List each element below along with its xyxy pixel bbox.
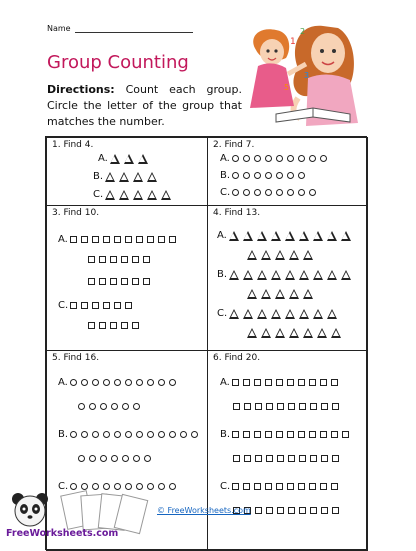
svg-text:3: 3 — [304, 71, 310, 80]
circle-icon — [169, 379, 176, 386]
triangle-icon — [110, 154, 120, 164]
circle-icon — [309, 155, 316, 162]
problem-4-group-row — [247, 328, 345, 338]
square-icon — [309, 431, 316, 438]
group-letter[interactable]: B. — [217, 269, 228, 280]
square-icon — [321, 403, 328, 410]
square-icon — [233, 403, 240, 410]
circle-icon — [158, 379, 165, 386]
square-icon — [99, 256, 106, 263]
square-icon — [103, 236, 110, 243]
circle-icon — [276, 189, 283, 196]
square-icon — [320, 483, 327, 490]
svg-text:5: 5 — [284, 83, 290, 92]
square-icon — [331, 483, 338, 490]
problem-3-group-row — [88, 278, 154, 285]
square-icon — [92, 302, 99, 309]
group-letter[interactable]: C. — [58, 300, 69, 311]
square-icon — [125, 236, 132, 243]
square-icon — [121, 278, 128, 285]
problem-2-group-row — [220, 170, 309, 181]
problem-heading-4: 4. Find 13. — [213, 208, 261, 218]
problem-heading-6: 6. Find 20. — [213, 353, 261, 363]
triangle-icon — [299, 231, 309, 241]
group-letter[interactable]: A. — [58, 377, 68, 388]
circle-icon — [81, 431, 88, 438]
square-icon — [332, 403, 339, 410]
problem-6-group-row — [233, 455, 343, 462]
circle-icon — [125, 431, 132, 438]
problem-3-group-row — [88, 322, 143, 329]
name-row — [47, 24, 193, 33]
problem-2-group-row — [220, 153, 331, 164]
triangle-icon — [317, 328, 327, 338]
mother-daughter-reading-illustration — [228, 18, 388, 138]
square-icon — [243, 483, 250, 490]
circle-icon — [78, 403, 85, 410]
square-icon — [70, 236, 77, 243]
triangle-icon — [261, 328, 271, 338]
problem-6-group-row — [220, 377, 342, 388]
square-icon — [143, 278, 150, 285]
square-icon — [121, 322, 128, 329]
circle-icon — [147, 379, 154, 386]
triangle-icon — [138, 154, 148, 164]
triangle-icon — [285, 231, 295, 241]
square-icon — [287, 379, 294, 386]
circle-icon — [103, 379, 110, 386]
square-icon — [243, 379, 250, 386]
circle-icon — [232, 172, 239, 179]
problem-5-group-row — [58, 429, 202, 440]
group-letter[interactable]: C. — [58, 481, 69, 492]
square-icon — [332, 455, 339, 462]
problem-4-group-row — [217, 230, 355, 241]
square-icon — [233, 455, 240, 462]
group-letter[interactable]: A. — [217, 230, 227, 241]
circle-icon — [309, 189, 316, 196]
circle-icon — [298, 172, 305, 179]
circle-icon — [136, 379, 143, 386]
group-letter[interactable]: C. — [217, 308, 228, 319]
circle-icon — [276, 172, 283, 179]
square-icon — [331, 379, 338, 386]
circle-icon — [298, 189, 305, 196]
circle-icon — [254, 189, 261, 196]
square-icon — [321, 507, 328, 514]
square-icon — [114, 236, 121, 243]
triangle-icon — [119, 190, 129, 200]
circle-icon — [287, 189, 294, 196]
circle-icon — [158, 431, 165, 438]
problem-4-group-row — [247, 289, 317, 299]
triangle-icon — [243, 309, 253, 319]
square-icon — [332, 507, 339, 514]
square-icon — [125, 302, 132, 309]
square-icon — [265, 379, 272, 386]
square-icon — [276, 483, 283, 490]
square-icon — [114, 302, 121, 309]
circle-icon — [70, 431, 77, 438]
group-letter[interactable]: C. — [220, 481, 231, 492]
circle-icon — [180, 431, 187, 438]
logo-text: FreeWorksheets.com — [6, 528, 119, 539]
group-letter[interactable]: B. — [93, 171, 104, 182]
triangle-icon — [147, 172, 157, 182]
triangle-icon — [257, 270, 267, 280]
triangle-icon — [303, 250, 313, 260]
triangle-icon — [229, 270, 239, 280]
triangle-icon — [243, 270, 253, 280]
square-icon — [92, 236, 99, 243]
square-icon — [266, 455, 273, 462]
triangle-icon — [313, 270, 323, 280]
triangle-icon — [271, 309, 281, 319]
problem-heading-5: 5. Find 16. — [52, 353, 100, 363]
triangle-icon — [285, 270, 295, 280]
square-icon — [276, 431, 283, 438]
triangle-icon — [313, 309, 323, 319]
square-icon — [287, 483, 294, 490]
triangle-icon — [271, 270, 281, 280]
square-icon — [99, 322, 106, 329]
circle-icon — [243, 189, 250, 196]
square-icon — [88, 256, 95, 263]
square-icon — [331, 431, 338, 438]
name-blank-line[interactable] — [75, 24, 193, 33]
triangle-icon — [341, 231, 351, 241]
square-icon — [132, 278, 139, 285]
square-icon — [232, 379, 239, 386]
square-icon — [244, 455, 251, 462]
square-icon — [309, 483, 316, 490]
problem-3-group-row — [88, 256, 154, 263]
triangle-icon — [285, 309, 295, 319]
square-icon — [288, 455, 295, 462]
circle-icon — [158, 483, 165, 490]
circle-icon — [144, 455, 151, 462]
square-icon — [143, 256, 150, 263]
triangle-icon — [261, 289, 271, 299]
group-letter[interactable]: A. — [220, 153, 230, 164]
triangle-icon — [327, 270, 337, 280]
circle-icon — [122, 403, 129, 410]
circle-icon — [111, 455, 118, 462]
group-letter[interactable]: C. — [220, 187, 231, 198]
circle-icon — [232, 155, 239, 162]
circle-icon — [133, 403, 140, 410]
triangle-icon — [229, 231, 239, 241]
triangle-icon — [327, 309, 337, 319]
square-icon — [70, 302, 77, 309]
triangle-icon — [341, 270, 351, 280]
triangle-icon — [303, 289, 313, 299]
group-letter[interactable]: B. — [220, 429, 231, 440]
group-letter[interactable]: A. — [220, 377, 230, 388]
triangle-icon — [105, 190, 115, 200]
circle-icon — [147, 431, 154, 438]
circle-icon — [100, 455, 107, 462]
square-icon — [232, 483, 239, 490]
circle-icon — [78, 455, 85, 462]
square-icon — [136, 236, 143, 243]
square-icon — [298, 483, 305, 490]
square-icon — [81, 236, 88, 243]
triangle-icon — [133, 172, 143, 182]
square-icon — [310, 455, 317, 462]
worksheet-title: Group Counting — [47, 52, 189, 73]
square-icon — [110, 256, 117, 263]
square-icon — [320, 431, 327, 438]
circle-icon — [103, 431, 110, 438]
square-icon — [266, 403, 273, 410]
square-icon — [88, 322, 95, 329]
problem-6-group-row — [220, 481, 342, 492]
triangle-icon — [261, 250, 271, 260]
square-icon — [110, 278, 117, 285]
circle-icon — [169, 431, 176, 438]
square-icon — [299, 455, 306, 462]
circle-icon — [100, 403, 107, 410]
triangle-icon — [257, 309, 267, 319]
triangle-icon — [105, 172, 115, 182]
group-letter[interactable]: B. — [58, 429, 69, 440]
triangle-icon — [247, 328, 257, 338]
square-icon — [310, 403, 317, 410]
circle-icon — [89, 403, 96, 410]
square-icon — [310, 507, 317, 514]
circle-icon — [265, 189, 272, 196]
square-icon — [299, 403, 306, 410]
triangle-icon — [289, 289, 299, 299]
problem-6-group-row — [220, 429, 353, 440]
problem-heading-1: 1. Find 4. — [52, 140, 94, 150]
circle-icon — [122, 455, 129, 462]
square-icon — [232, 431, 239, 438]
square-icon — [288, 507, 295, 514]
circle-icon — [89, 455, 96, 462]
square-icon — [110, 322, 117, 329]
circle-icon — [81, 379, 88, 386]
group-letter[interactable]: C. — [93, 189, 104, 200]
circle-icon — [298, 155, 305, 162]
triangle-icon — [124, 154, 134, 164]
circle-icon — [232, 189, 239, 196]
circle-icon — [136, 431, 143, 438]
freeworksheets-logo — [2, 487, 152, 539]
triangle-icon — [275, 289, 285, 299]
square-icon — [121, 256, 128, 263]
square-icon — [277, 507, 284, 514]
problem-4-group-row — [217, 308, 341, 319]
problem-heading-3: 3. Find 10. — [52, 208, 100, 218]
square-icon — [320, 379, 327, 386]
circle-icon — [254, 172, 261, 179]
circle-icon — [191, 431, 198, 438]
problem-heading-2: 2. Find 7. — [213, 140, 255, 150]
triangle-icon — [327, 231, 337, 241]
square-icon — [99, 278, 106, 285]
square-icon — [287, 431, 294, 438]
circle-icon — [254, 155, 261, 162]
triangle-icon — [331, 328, 341, 338]
square-icon — [243, 431, 250, 438]
group-letter[interactable]: B. — [220, 170, 231, 181]
square-icon — [265, 431, 272, 438]
svg-text:2: 2 — [300, 27, 306, 36]
circle-icon — [243, 172, 250, 179]
triangle-icon — [243, 231, 253, 241]
square-icon — [266, 507, 273, 514]
problem-4-group-row — [217, 269, 355, 280]
problem-5-group-row — [78, 455, 155, 462]
circle-icon — [276, 155, 283, 162]
square-icon — [81, 302, 88, 309]
triangle-icon — [271, 231, 281, 241]
triangle-icon — [247, 289, 257, 299]
problem-3-group-row — [58, 300, 136, 311]
problem-1-group-row — [98, 153, 152, 164]
problem-2-group-row — [220, 187, 320, 198]
square-icon — [298, 379, 305, 386]
triangle-icon — [299, 270, 309, 280]
square-icon — [158, 236, 165, 243]
square-icon — [277, 455, 284, 462]
circle-icon — [265, 172, 272, 179]
problem-5-group-row — [78, 403, 144, 410]
square-icon — [132, 322, 139, 329]
group-letter[interactable]: A. — [58, 234, 68, 245]
group-letter[interactable]: A. — [98, 153, 108, 164]
circle-icon — [287, 155, 294, 162]
square-icon — [255, 455, 262, 462]
square-icon — [88, 278, 95, 285]
square-icon — [254, 431, 261, 438]
square-icon — [244, 403, 251, 410]
square-icon — [298, 431, 305, 438]
square-icon — [321, 455, 328, 462]
circle-icon — [243, 155, 250, 162]
square-icon — [277, 403, 284, 410]
triangle-icon — [299, 309, 309, 319]
circle-icon — [92, 431, 99, 438]
directions-label: Directions: — [47, 83, 115, 96]
problem-5-group-row — [58, 377, 180, 388]
name-label: Name — [47, 24, 71, 33]
circle-icon — [92, 379, 99, 386]
square-icon — [103, 302, 110, 309]
svg-text:1: 1 — [290, 37, 296, 47]
triangle-icon — [247, 250, 257, 260]
circle-icon — [114, 379, 121, 386]
triangle-icon — [119, 172, 129, 182]
freeworksheets-link[interactable]: © FreeWorksheets.com — [157, 506, 251, 515]
problem-3-group-row — [58, 234, 180, 245]
circle-icon — [125, 379, 132, 386]
square-icon — [132, 256, 139, 263]
circle-icon — [265, 155, 272, 162]
circle-icon — [169, 483, 176, 490]
square-icon — [299, 507, 306, 514]
directions-text: Count each group. Circle the letter of the group that matches the number. — [47, 83, 242, 128]
triangle-icon — [229, 309, 239, 319]
triangle-icon — [133, 190, 143, 200]
triangle-icon — [147, 190, 157, 200]
triangle-icon — [275, 250, 285, 260]
square-icon — [169, 236, 176, 243]
square-icon — [255, 507, 262, 514]
circle-icon — [133, 455, 140, 462]
problem-1-group-row — [93, 171, 161, 182]
problem-1-group-row — [93, 189, 175, 200]
circle-icon — [111, 403, 118, 410]
problem-6-group-row — [233, 403, 343, 410]
square-icon — [309, 379, 316, 386]
circle-icon — [70, 379, 77, 386]
triangle-icon — [313, 231, 323, 241]
square-icon — [288, 403, 295, 410]
square-icon — [265, 483, 272, 490]
triangle-icon — [275, 328, 285, 338]
circle-icon — [287, 172, 294, 179]
square-icon — [342, 431, 349, 438]
triangle-icon — [289, 328, 299, 338]
triangle-icon — [257, 231, 267, 241]
square-icon — [254, 483, 261, 490]
square-icon — [255, 403, 262, 410]
triangle-icon — [303, 328, 313, 338]
problem-4-group-row — [247, 250, 317, 260]
triangle-icon — [289, 250, 299, 260]
square-icon — [254, 379, 261, 386]
square-icon — [147, 236, 154, 243]
triangle-icon — [161, 190, 171, 200]
circle-icon — [320, 155, 327, 162]
square-icon — [276, 379, 283, 386]
directions — [47, 82, 242, 130]
circle-icon — [114, 431, 121, 438]
